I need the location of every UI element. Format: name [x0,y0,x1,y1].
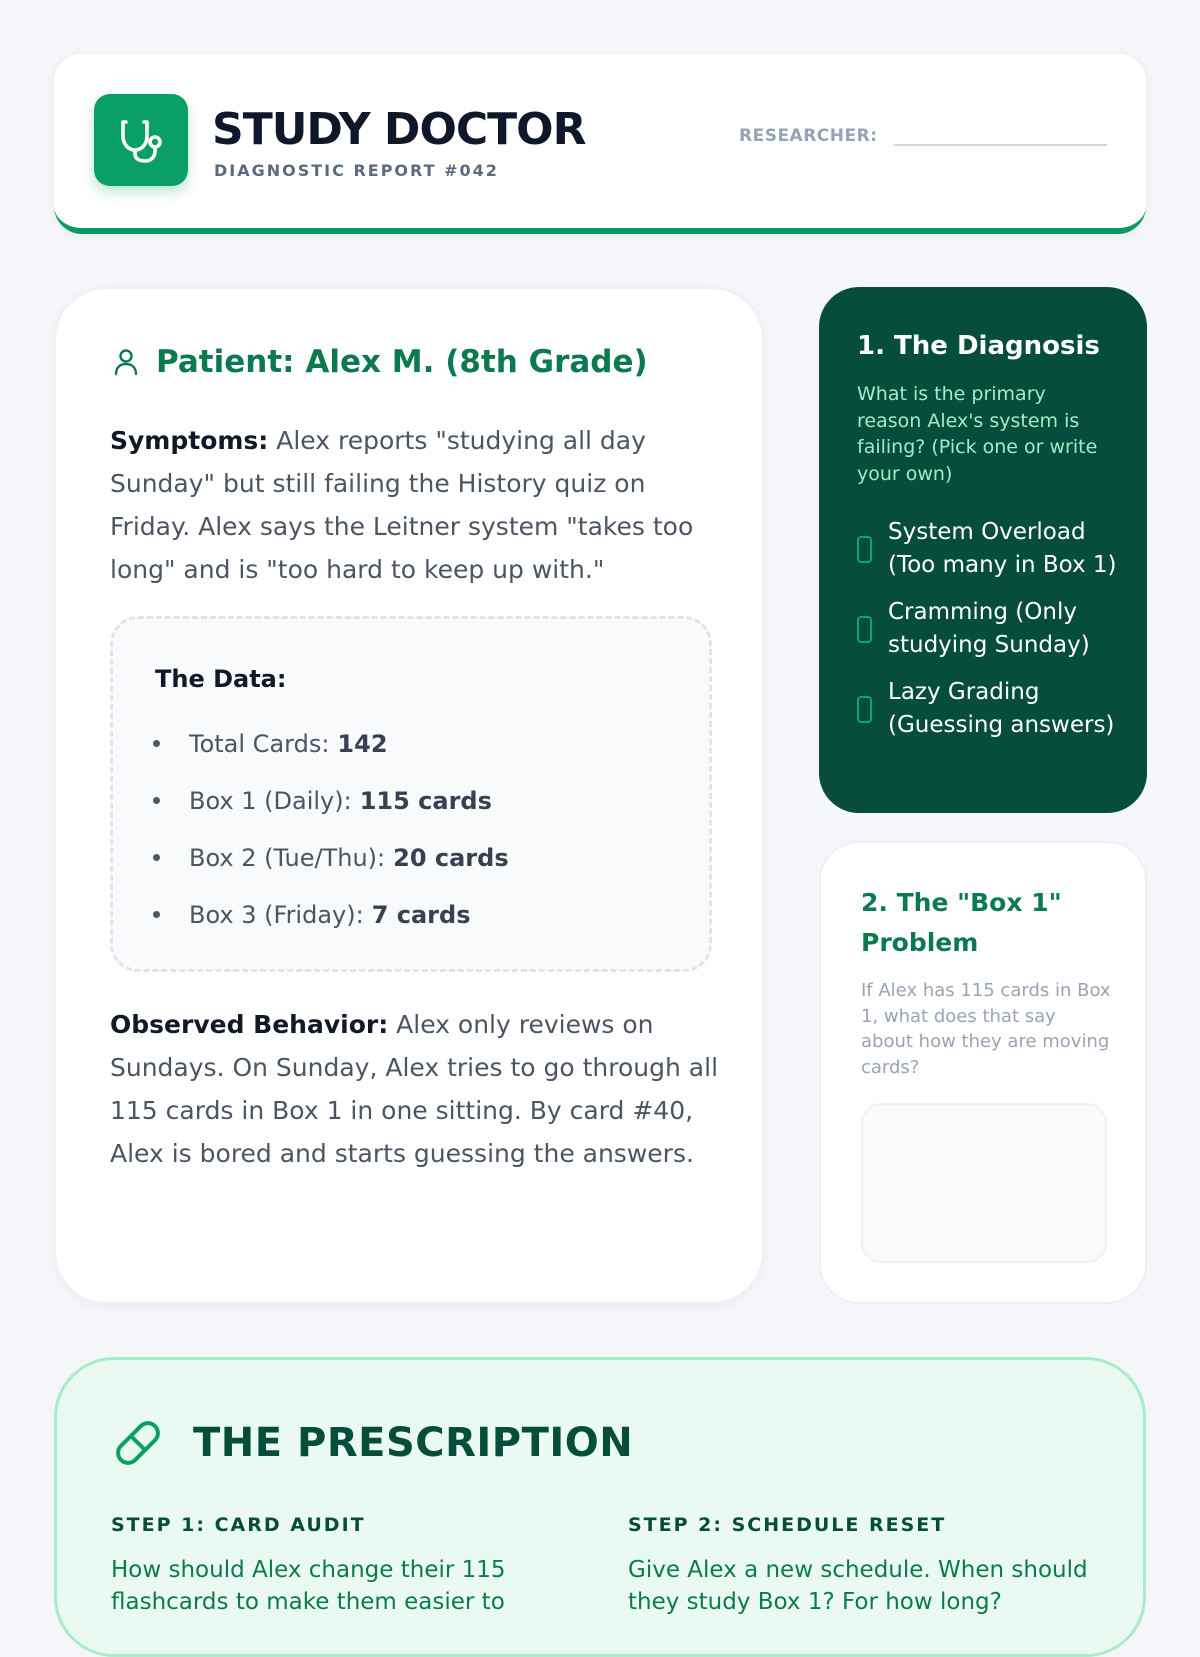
data-item-value: 20 cards [393,843,509,872]
prescription-panel [54,1357,1146,1657]
step2-label: STEP 2: SCHEDULE RESET [628,1514,947,1536]
behavior-paragraph [110,1003,720,1175]
box1-title: 2. The "Box 1" Problem [861,888,1062,957]
prescription-title: THE PRESCRIPTION [193,1420,634,1466]
step1-label: STEP 1: CARD AUDIT [111,1514,366,1536]
diagnosis-option-cramming[interactable] [857,596,1127,662]
data-item-label: Box 2 (Tue/Thu): [189,843,386,872]
symptoms-label: Symptoms: [110,426,269,455]
data-item-value: 115 cards [359,786,492,815]
report-header [54,54,1146,234]
diagnosis-option-lazy-grading[interactable] [857,676,1127,742]
symptoms-text: Alex reports "studying all day Sunday" but still failing the History quiz on Friday. Alex says the Leitner system "takes too long" and is "too hard to keep up with." [110,426,694,584]
user-icon [110,346,142,378]
data-item-label: Box 1 (Daily): [189,786,352,815]
bullet-icon [153,797,160,804]
list-item [153,772,509,829]
list-item [153,886,509,943]
prescription-heading [111,1416,633,1470]
list-item [153,715,509,772]
box1-prompt: If Alex has 115 cards in Box 1, what does that say about how they are moving cards? [861,980,1111,1078]
patient-card [54,287,764,1304]
option-label: Cramming (Only studying Sunday) [888,599,1090,658]
option-label: Lazy Grading (Guessing answers) [888,679,1115,738]
diagnosis-option-overload[interactable] [857,516,1127,582]
list-item [153,829,509,886]
option-label: System Overload (Too many in Box 1) [888,519,1117,578]
data-item-label: Total Cards: [189,729,330,758]
report-number: DIAGNOSTIC REPORT #042 [214,161,499,180]
patient-heading [110,341,648,383]
bullet-icon [153,911,160,918]
diagnosis-title: 1. The Diagnosis [857,331,1100,361]
logo [94,94,188,186]
bullet-icon [153,854,160,861]
behavior-label: Observed Behavior: [110,1010,389,1039]
checkbox[interactable] [857,696,872,723]
researcher-label: RESEARCHER: [739,126,878,146]
data-box [110,616,712,972]
data-item-label: Box 3 (Friday): [189,900,364,929]
researcher-signature-line[interactable] [894,144,1107,146]
box1-problem-card [819,841,1147,1304]
data-item-value: 7 cards [371,900,471,929]
behavior-text: Alex only reviews on Sundays. On Sunday, Alex tries to go through all 115 cards in Box 1 in one sitting. By card #40, Alex is bored and starts guessing the answers. [110,1010,719,1168]
data-list [153,715,509,943]
checkbox[interactable] [857,536,872,563]
diagnosis-prompt: What is the primary reason Alex's system is failing? (Pick one or write your own) [857,383,1098,485]
diagnosis-card [819,287,1147,813]
step2-text: Give Alex a new schedule. When should they study Box 1? For how long? [628,1557,1088,1615]
patient-title: Patient: Alex M. (8th Grade) [156,344,648,380]
data-heading: The Data: [155,665,287,693]
stethoscope-icon [115,114,167,166]
box1-answer-field[interactable] [861,1103,1107,1263]
pill-icon [111,1416,165,1470]
symptoms-paragraph [110,419,720,591]
data-item-value: 142 [337,729,388,758]
bullet-icon [153,740,160,747]
step1-text: How should Alex change their 115 flashcards to make them easier to [111,1557,506,1615]
checkbox[interactable] [857,616,872,643]
app-title: STUDY DOCTOR [212,104,586,155]
